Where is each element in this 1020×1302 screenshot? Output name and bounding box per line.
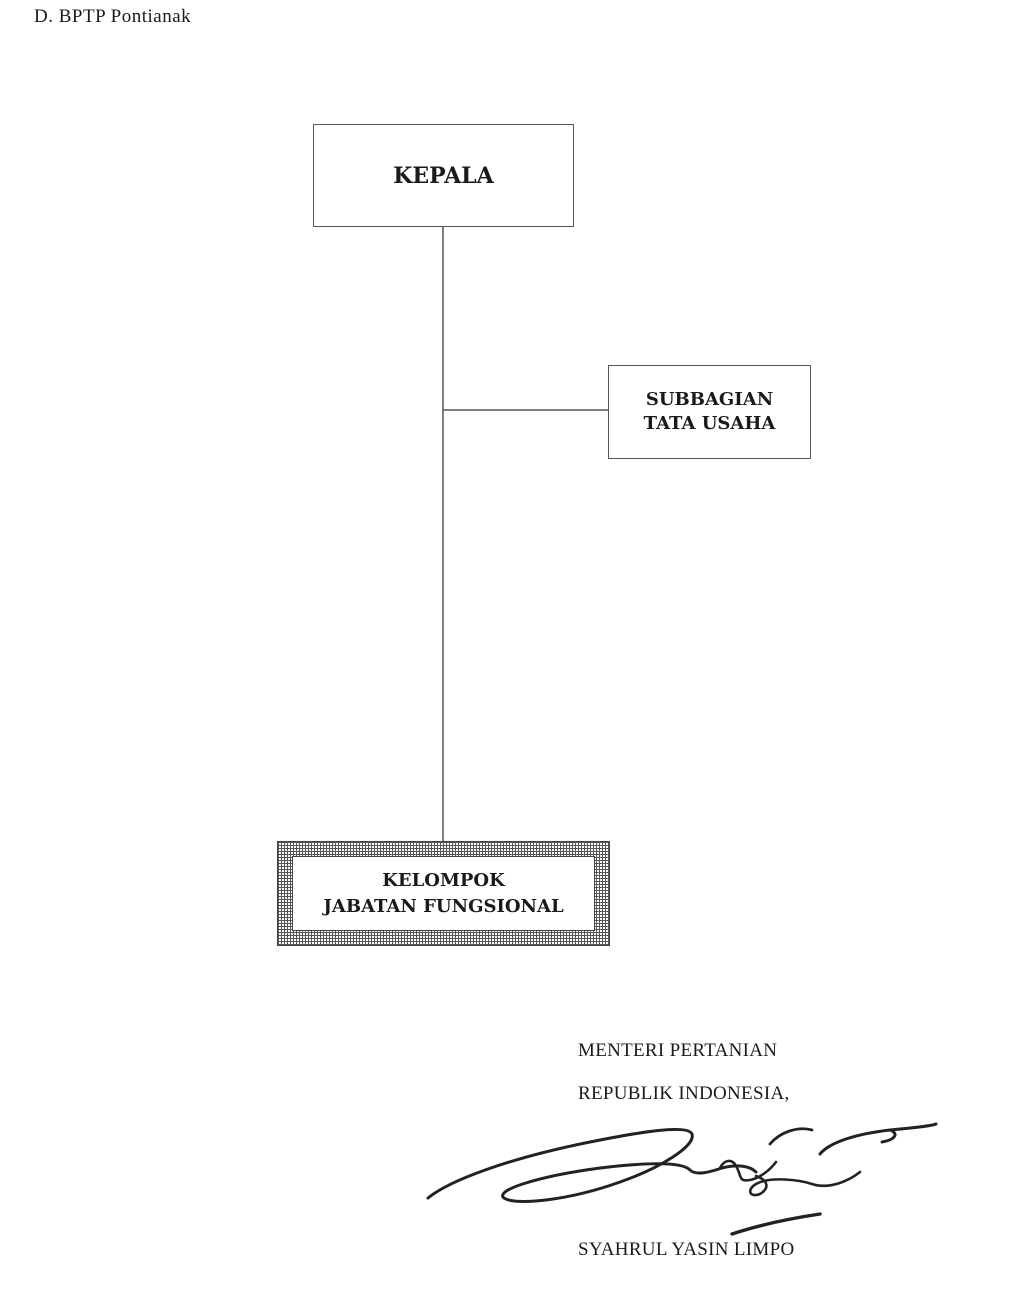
handwritten-signature (420, 1110, 950, 1240)
subbagian-label-line1: SUBBAGIAN (645, 389, 774, 410)
page-heading: D. BPTP Pontianak (34, 6, 192, 27)
signatory-name: SYAHRUL YASIN LIMPO (578, 1239, 795, 1260)
kelompok-inner-panel (292, 856, 595, 931)
kelompok-label-line1: KELOMPOK (382, 869, 505, 891)
kepala-label: KEPALA (393, 162, 494, 189)
subbagian-label-line2: TATA USAHA (643, 413, 776, 434)
box-kelompok-jabatan-fungsional (277, 841, 610, 946)
signatory-title-line1: MENTERI PERTANIAN (578, 1040, 778, 1061)
signatory-title-line2: REPUBLIK INDONESIA, (578, 1083, 790, 1104)
kelompok-label-line2: JABATAN FUNGSIONAL (323, 895, 564, 917)
box-kepala (313, 124, 574, 227)
box-subbagian-tata-usaha (608, 365, 811, 459)
